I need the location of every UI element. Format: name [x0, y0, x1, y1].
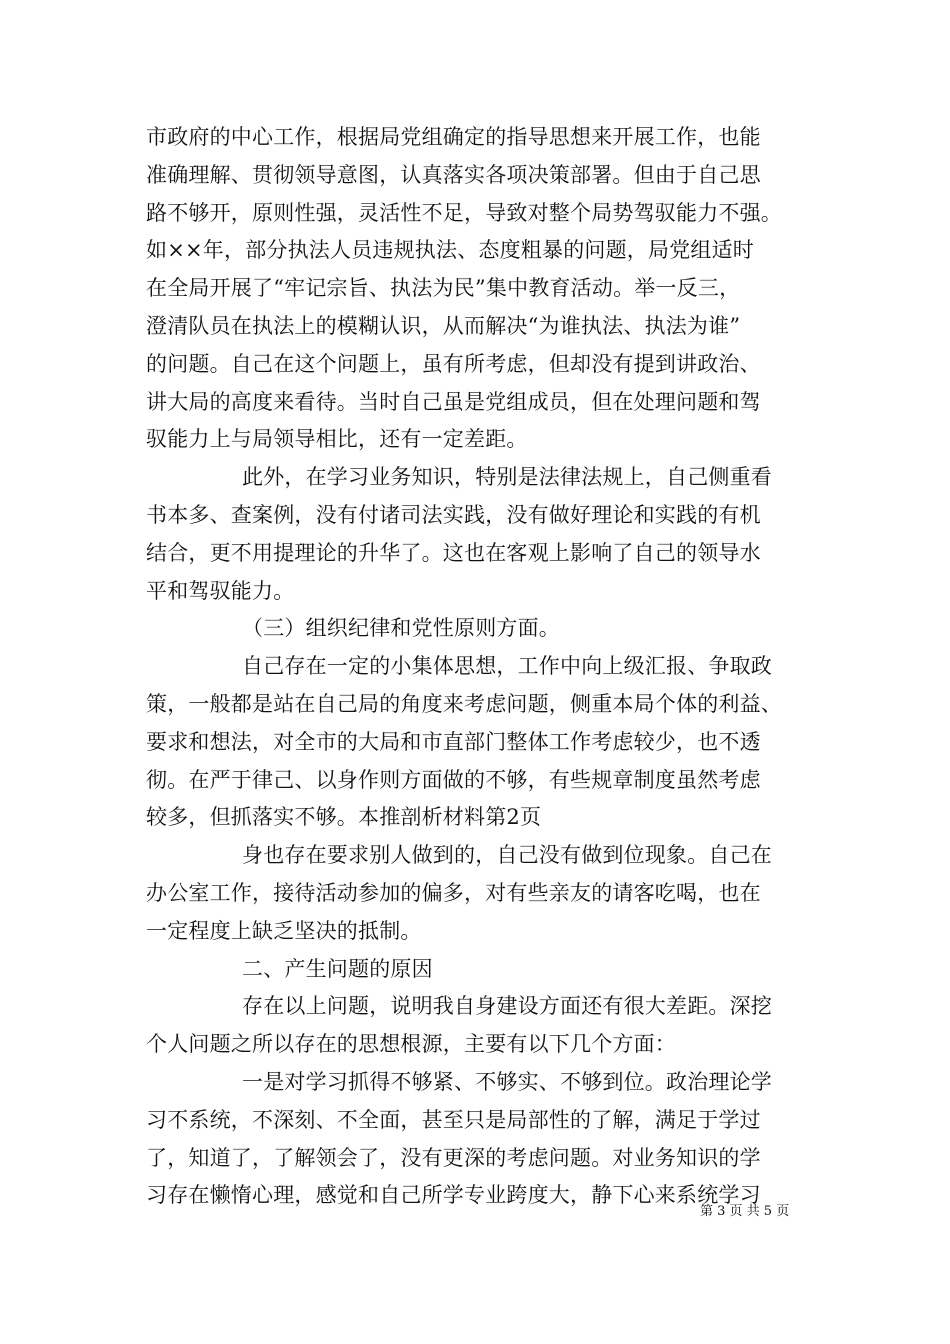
text-line: 讲大局的高度来看待。当时自己虽是党组成员，但在处理问题和驾 — [146, 389, 761, 414]
text-line: 结合，更不用提理论的升华了。这也在客观上影响了自己的领导水 — [146, 540, 761, 565]
text-line: 澄清队员在执法上的模糊认识，从而解决“为谁执法、执法为谁” — [146, 313, 741, 338]
text-line: 存在以上问题，说明我自身建设方面还有很大差距。深挖 — [242, 994, 772, 1019]
text-line: 要求和想法，对全市的大局和市直部门整体工作考虑较少，也不透 — [146, 729, 761, 754]
text-line: 市政府的中心工作，根据局党组确定的指导思想来开展工作，也能 — [146, 125, 761, 149]
text-line: 彻。在严于律己、以身作则方面做的不够，有些规章制度虽然考虑 — [146, 767, 761, 792]
text-line: 了，知道了，了解领会了，没有更深的考虑问题。对业务知识的学 — [146, 1145, 761, 1170]
text-line: 书本多、查案例，没有付诸司法实践，没有做好理论和实践的有机 — [146, 502, 761, 527]
page-footer: 第 3 页 共 5 页 — [700, 1204, 790, 1219]
text-line: 自己存在一定的小集体思想，工作中向上级汇报、争取政 — [242, 654, 772, 679]
text-line: 平和驾驭能力。 — [146, 578, 295, 603]
text-line: 较多，但抓落实不够。本推剖析材料第2页 — [146, 805, 542, 830]
text-line: （三）组织纪律和党性原则方面。 — [242, 616, 560, 641]
text-line: 准确理解、贯彻领导意图，认真落实各项决策部署。但由于自己思 — [146, 162, 761, 187]
text-line: 策，一般都是站在自己局的角度来考虑问题，侧重本局个体的利益、 — [146, 691, 782, 716]
text-line: 身也存在要求别人做到的，自己没有做到位现象。自己在 — [242, 843, 772, 868]
text-line: 个人问题之所以存在的思想根源，主要有以下几个方面： — [146, 1032, 676, 1057]
text-line: 二、产生问题的原因 — [242, 956, 433, 981]
text-line: 习存在懒惰心理，感觉和自己所学专业跨度大，静下心来系统学习 — [146, 1183, 761, 1208]
text-line: 一定程度上缺乏坚决的抵制。 — [146, 918, 422, 943]
text-line: 的问题。自己在这个问题上，虽有所考虑，但却没有提到讲政治、 — [146, 351, 761, 376]
text-line: 此外，在学习业务知识，特别是法律法规上，自己侧重看 — [242, 465, 772, 490]
text-line: 习不系统，不深刻、不全面，甚至只是局部性的了解，满足于学过 — [146, 1107, 761, 1132]
text-line: 一是对学习抓得不够紧、不够实、不够到位。政治理论学 — [242, 1069, 772, 1094]
document-body — [146, 119, 836, 1215]
text-line: 如××年，部分执法人员违规执法、态度粗暴的问题，局党组适时 — [146, 238, 754, 263]
text-line: 办公室工作，接待活动参加的偏多，对有些亲友的请客吃喝，也在 — [146, 880, 761, 905]
text-line: 驭能力上与局领导相比，还有一定差距。 — [146, 427, 528, 452]
text-line: 在全局开展了“牢记宗旨、执法为民”集中教育活动。举一反三， — [146, 276, 741, 301]
text-line: 路不够开，原则性强，灵活性不足，导致对整个局势驾驭能力不强。 — [146, 200, 782, 225]
